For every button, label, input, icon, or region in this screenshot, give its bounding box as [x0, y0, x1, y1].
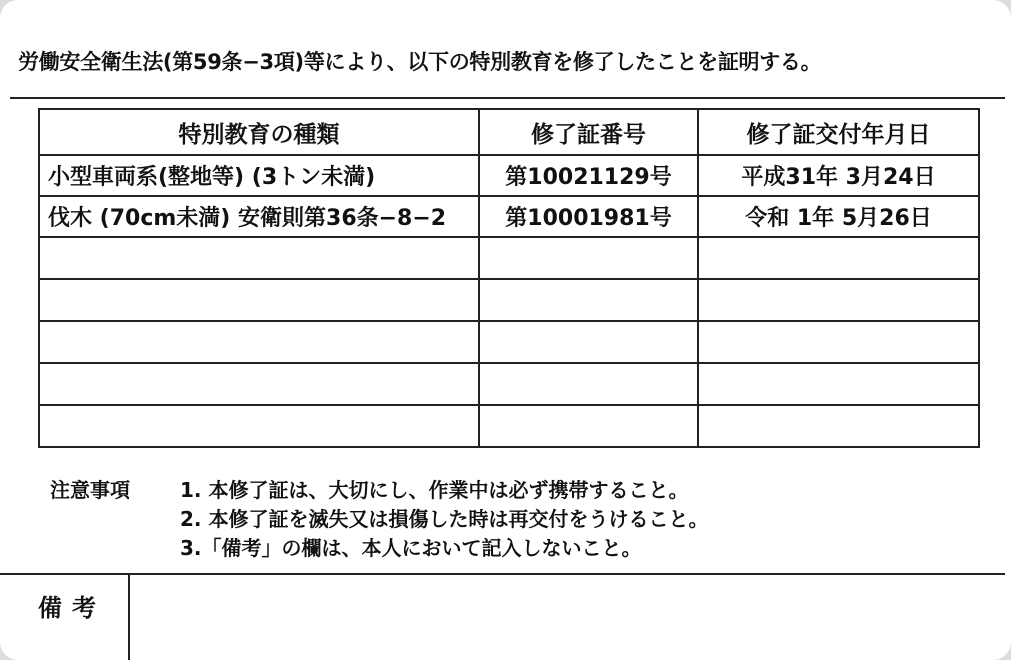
remarks-label: 備考 [38, 594, 106, 622]
table-header-row [39, 109, 979, 155]
education-type-cell: 小型車両系(整地等) (3トン未満) [39, 155, 479, 196]
certificate-number-cell [479, 321, 698, 363]
certificate-number-cell [479, 237, 698, 279]
certificate-number-cell [479, 279, 698, 321]
education-type-cell [39, 237, 479, 279]
issue-date-cell [698, 321, 979, 363]
certification-statement: 労働安全衛生法(第59条−3項)等により、以下の特別教育を修了したことを証明する。 [18, 50, 822, 74]
table-row-empty [39, 321, 979, 363]
education-type-cell [39, 405, 479, 447]
table-row-empty [39, 363, 979, 405]
certificate-number-cell [479, 405, 698, 447]
issue-date-cell: 令和 1年 5月26日 [698, 196, 979, 237]
certificate-number-cell [479, 363, 698, 405]
precaution-item: 2. 本修了証を滅失又は損傷した時は再交付をうけること。 [180, 507, 709, 531]
certificate-number-cell: 第10021129号 [479, 155, 698, 196]
certificate-number-cell: 第10001981号 [479, 196, 698, 237]
issue-date-cell [698, 405, 979, 447]
issue-date-cell [698, 363, 979, 405]
table-row-empty [39, 237, 979, 279]
table-row-empty [39, 405, 979, 447]
remarks-field [132, 578, 1002, 658]
issue-date-cell [698, 237, 979, 279]
education-type-cell [39, 279, 479, 321]
education-type-cell: 伐木 (70cm未満) 安衛則第36条−8−2 [39, 196, 479, 237]
precautions-list [180, 476, 708, 563]
education-type-cell [39, 363, 479, 405]
precaution-item: 3.「備考」の欄は、本人において記入しないこと。 [180, 536, 642, 560]
precautions-label: 注意事項 [50, 478, 130, 502]
issue-date-cell [698, 279, 979, 321]
education-type-cell [39, 321, 479, 363]
column-header-certificate-number: 修了証番号 [479, 109, 698, 155]
table-row [39, 155, 979, 196]
column-header-education-type: 特別教育の種類 [39, 109, 479, 155]
special-education-table [38, 108, 980, 448]
column-header-issue-date: 修了証交付年月日 [698, 109, 979, 155]
header-divider [10, 97, 1005, 99]
table-row [39, 196, 979, 237]
remarks-top-divider [0, 573, 1005, 575]
table-row-empty [39, 279, 979, 321]
remarks-vertical-divider [128, 575, 130, 660]
issue-date-cell: 平成31年 3月24日 [698, 155, 979, 196]
precaution-item: 1. 本修了証は、大切にし、作業中は必ず携帯すること。 [180, 478, 689, 502]
